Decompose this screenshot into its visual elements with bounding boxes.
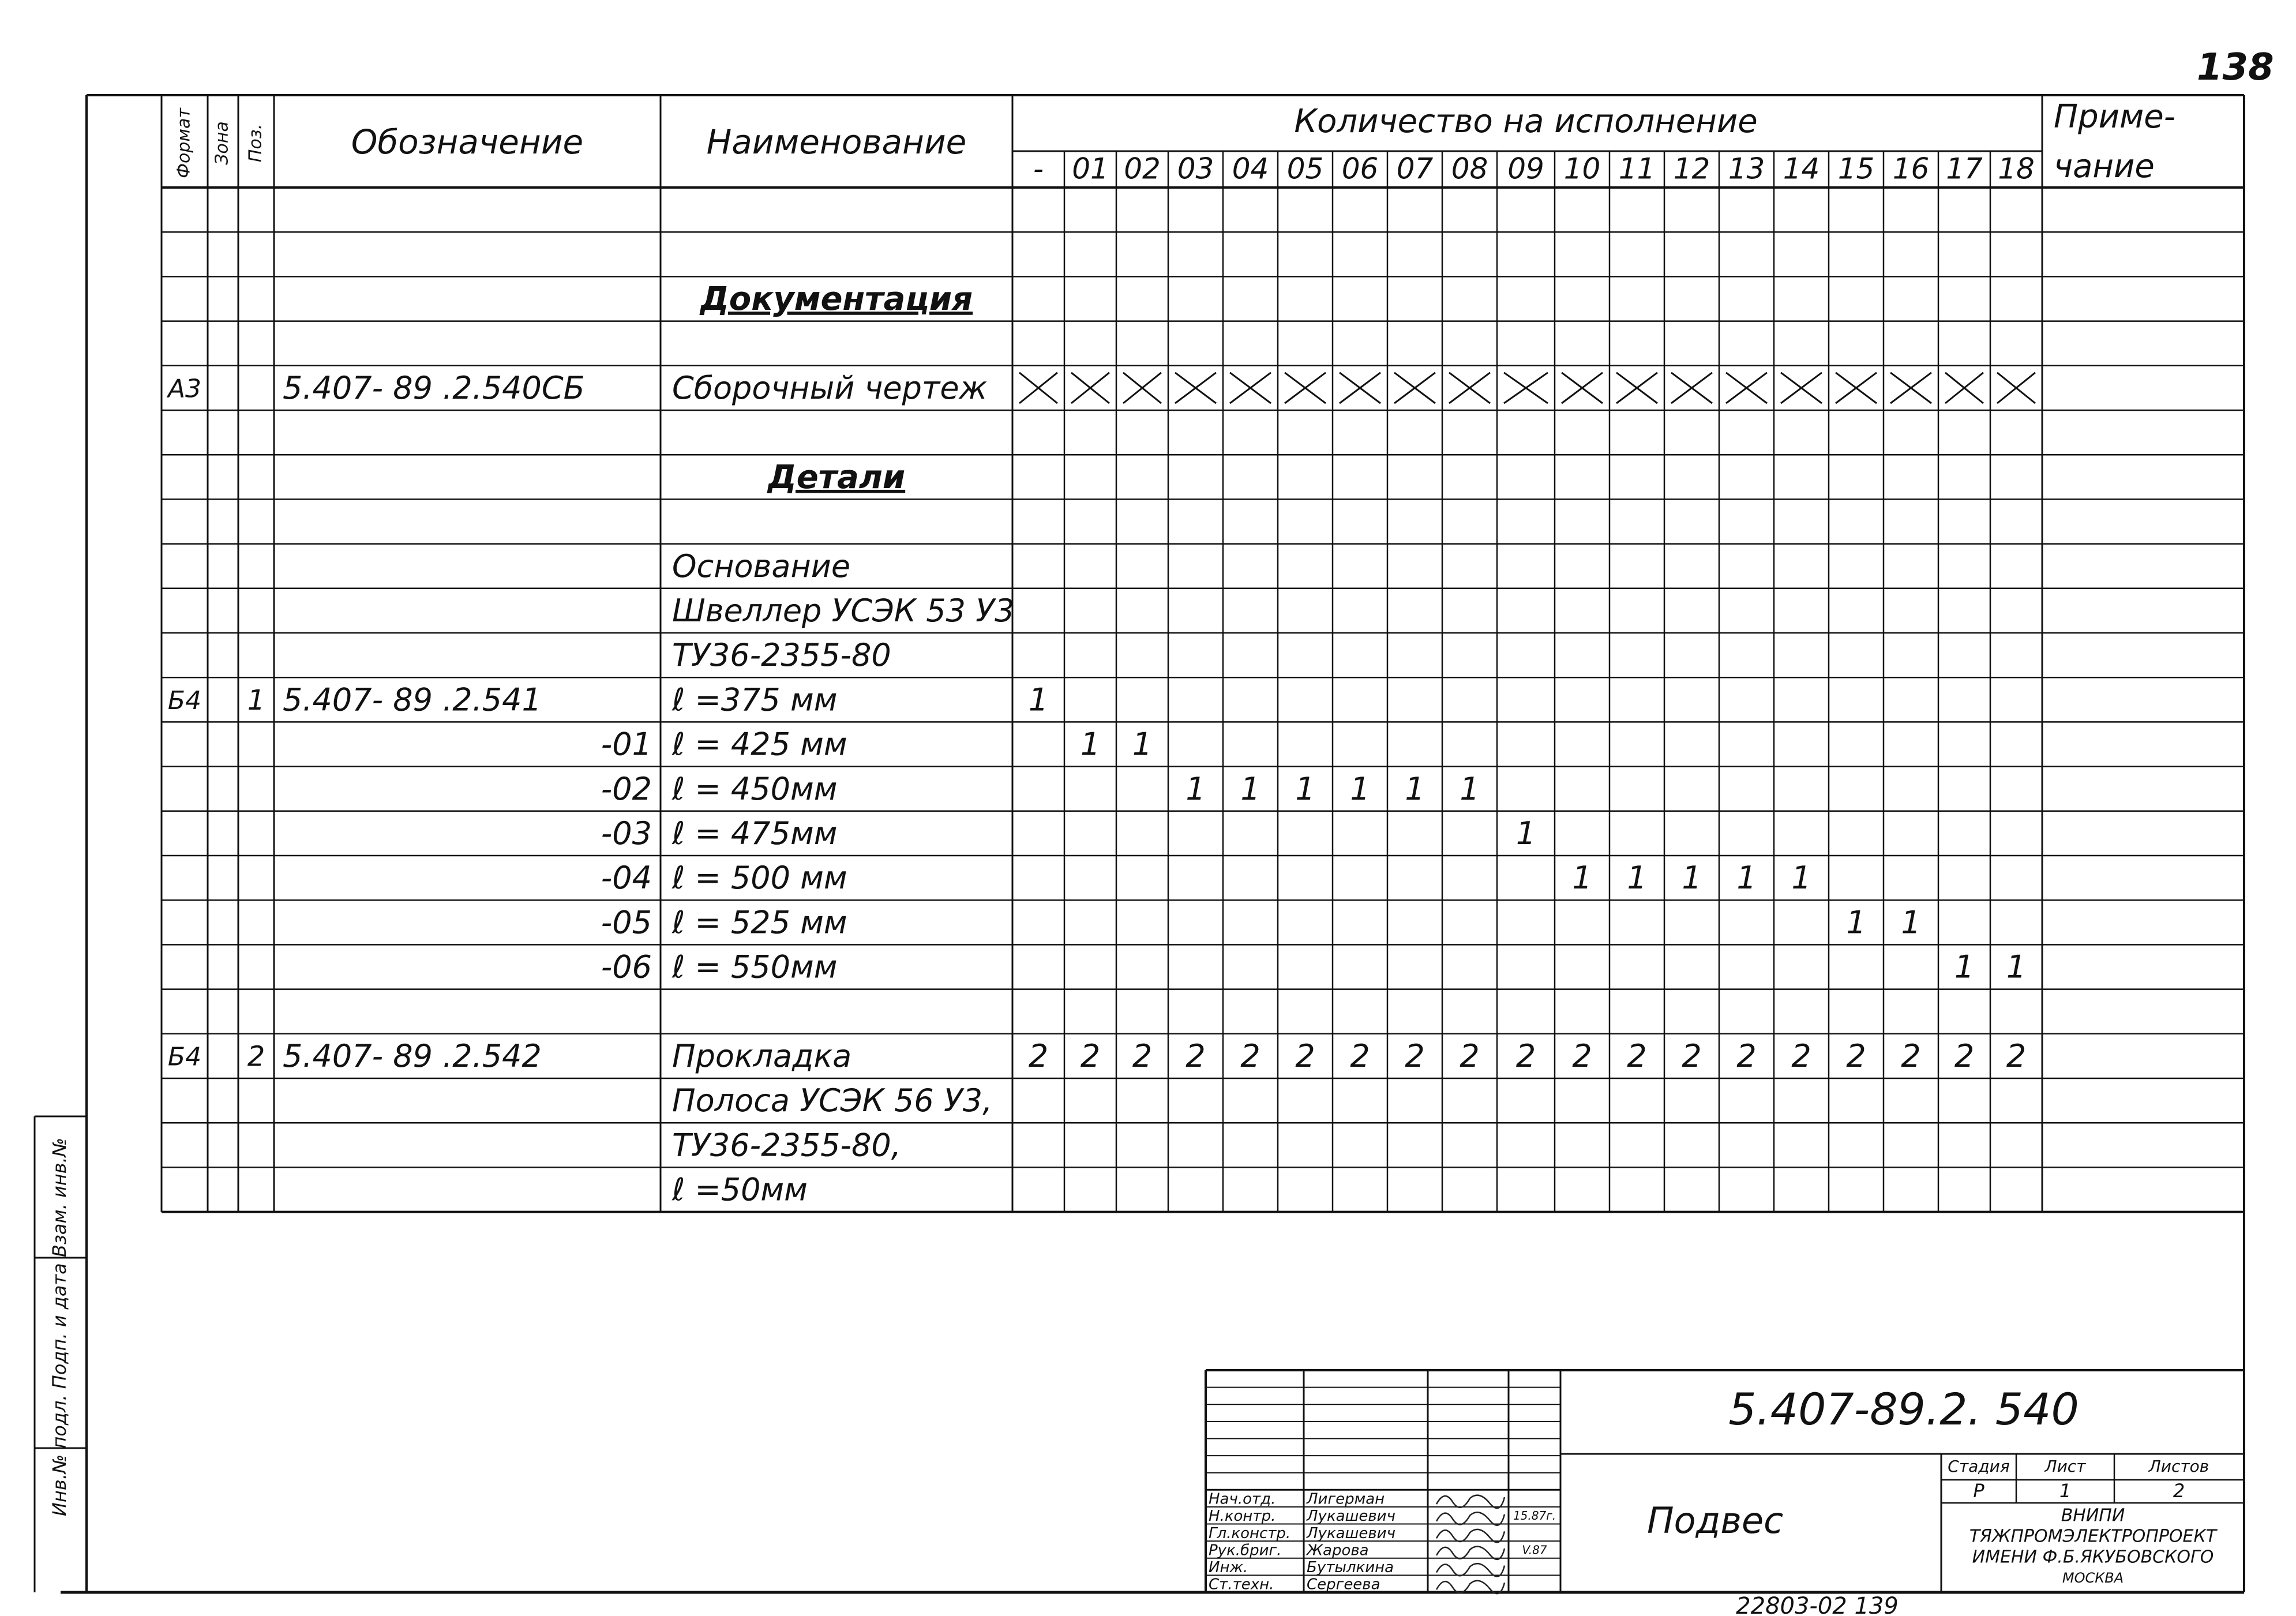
quantity-cross-mark bbox=[1997, 373, 2035, 403]
quantity-value: 2 bbox=[1350, 1038, 1370, 1075]
quantity-value: 1 bbox=[1901, 904, 1921, 941]
stage-label: Стадия bbox=[1948, 1457, 2010, 1476]
cell-designation: -05 bbox=[601, 904, 652, 941]
quantity-value: 2 bbox=[1572, 1038, 1592, 1075]
cell-name: ℓ = 500 мм bbox=[672, 860, 847, 897]
cell-name: Основание bbox=[672, 548, 851, 584]
signer-role: Нач.отд. bbox=[1209, 1490, 1276, 1508]
organization-line: МОСКВА bbox=[2062, 1570, 2124, 1586]
variant-header: 05 bbox=[1286, 152, 1324, 186]
quantity-cross-mark bbox=[1449, 373, 1490, 403]
quantity-cross-mark bbox=[1230, 373, 1271, 403]
signer-role: Н.контр. bbox=[1209, 1508, 1276, 1525]
header-designation: Обозначение bbox=[351, 122, 584, 162]
quantity-value: 2 bbox=[1185, 1038, 1206, 1075]
header-name: Наименование bbox=[706, 122, 967, 162]
variant-header: 04 bbox=[1232, 152, 1269, 186]
sheets-label: Листов bbox=[2148, 1457, 2209, 1476]
variant-header: 13 bbox=[1728, 152, 1765, 186]
sheet-value: 1 bbox=[2059, 1480, 2072, 1502]
cell-format: Б4 bbox=[167, 1042, 202, 1072]
cell-pos: 2 bbox=[247, 1040, 265, 1073]
document-title: Подвес bbox=[1647, 1499, 1784, 1542]
page-number: 138 bbox=[2197, 46, 2274, 89]
quantity-value: 1 bbox=[1185, 770, 1206, 807]
cell-name-heading: Детали bbox=[767, 458, 906, 496]
quantity-value: 2 bbox=[1791, 1038, 1811, 1075]
sheet-label: Лист bbox=[2044, 1457, 2086, 1476]
quantity-value: 2 bbox=[1295, 1038, 1315, 1075]
organization-line: ВНИПИ bbox=[2061, 1505, 2125, 1526]
quantity-cross-mark bbox=[1781, 373, 1822, 403]
header-note-1: Приме- bbox=[2054, 98, 2175, 136]
cell-name: ℓ = 550мм bbox=[672, 948, 838, 985]
quantity-value: 1 bbox=[2006, 948, 2027, 985]
variant-header: 15 bbox=[1837, 152, 1875, 186]
cell-name: ТУ36-2355-80 bbox=[672, 637, 891, 674]
cell-name: ТУ36-2355-80, bbox=[672, 1127, 901, 1164]
quantity-value: 1 bbox=[1791, 860, 1811, 897]
cell-designation: -02 bbox=[601, 770, 652, 807]
cell-name: ℓ =375 мм bbox=[672, 681, 838, 718]
variant-header: 14 bbox=[1783, 152, 1820, 186]
quantity-cross-mark bbox=[1726, 373, 1767, 403]
signer-role: Инж. bbox=[1209, 1559, 1248, 1577]
quantity-cross-mark bbox=[1019, 373, 1057, 403]
cell-designation: -06 bbox=[601, 948, 652, 985]
quantity-value: 1 bbox=[1460, 770, 1480, 807]
signer-name: Лукашевич bbox=[1307, 1508, 1395, 1525]
quantity-value: 2 bbox=[1954, 1038, 1975, 1075]
signer-name: Сергеева bbox=[1307, 1576, 1380, 1593]
quantity-cross-mark bbox=[1671, 373, 1712, 403]
variant-header: 03 bbox=[1177, 152, 1214, 186]
quantity-cross-mark bbox=[1836, 373, 1877, 403]
header-format: Формат bbox=[174, 108, 194, 178]
variant-header: 11 bbox=[1618, 152, 1656, 186]
quantity-value: 2 bbox=[1405, 1038, 1425, 1075]
variant-header: 07 bbox=[1396, 152, 1434, 186]
cell-name: ℓ =50мм bbox=[672, 1171, 808, 1208]
signer-role: Гл.констр. bbox=[1209, 1524, 1291, 1542]
cell-name: ℓ = 525 мм bbox=[672, 904, 847, 941]
variant-header: 12 bbox=[1673, 152, 1710, 186]
quantity-value: 2 bbox=[2006, 1038, 2027, 1075]
cell-pos: 1 bbox=[247, 684, 265, 717]
quantity-value: 2 bbox=[1515, 1038, 1536, 1075]
quantity-cross-mark bbox=[1123, 373, 1161, 403]
quantity-cross-mark bbox=[1945, 373, 1983, 403]
cell-name: ℓ = 475мм bbox=[672, 815, 838, 852]
quantity-value: 1 bbox=[1028, 681, 1049, 718]
quantity-cross-mark bbox=[1890, 373, 1931, 403]
quantity-value: 1 bbox=[1736, 860, 1757, 897]
cell-designation: -04 bbox=[601, 860, 652, 897]
signature-scribble bbox=[1436, 1529, 1505, 1542]
signer-name: Лигерман bbox=[1307, 1490, 1385, 1508]
cell-name-heading: Документация bbox=[700, 280, 973, 318]
quantity-value: 2 bbox=[1846, 1038, 1866, 1075]
quantity-value: 1 bbox=[1954, 948, 1975, 985]
quantity-cross-mark bbox=[1394, 373, 1435, 403]
quantity-value: 2 bbox=[1080, 1038, 1101, 1075]
cell-name: Сборочный чертеж bbox=[672, 370, 988, 407]
signer-name: Бутылкина bbox=[1307, 1559, 1394, 1577]
variant-header: 08 bbox=[1451, 152, 1488, 186]
bottom-code: 22803-02 139 bbox=[1736, 1593, 1899, 1616]
cell-designation: -01 bbox=[601, 726, 652, 763]
cell-designation: 5.407- 89 .2.541 bbox=[283, 681, 542, 718]
cell-name: Прокладка bbox=[672, 1038, 852, 1075]
variant-header: 18 bbox=[1998, 152, 2035, 186]
cell-format: А3 bbox=[167, 374, 202, 404]
quantity-cross-mark bbox=[1504, 373, 1548, 403]
quantity-value: 1 bbox=[1080, 726, 1101, 763]
quantity-cross-mark bbox=[1340, 373, 1380, 403]
quantity-cross-mark bbox=[1071, 373, 1109, 403]
side-stamp-text: Инв.№ подл. Подп. и дата Взам. инв.№ bbox=[48, 1137, 70, 1517]
signer-date: 15.87г. bbox=[1513, 1509, 1556, 1523]
stage-value: Р bbox=[1973, 1480, 1984, 1502]
signer-role: Ст.техн. bbox=[1209, 1576, 1274, 1593]
cell-name: ℓ = 425 мм bbox=[672, 726, 847, 763]
quantity-value: 2 bbox=[1901, 1038, 1921, 1075]
organization-line: ИМЕНИ Ф.Б.ЯКУБОВСКОГО bbox=[1972, 1547, 2214, 1568]
quantity-value: 1 bbox=[1682, 860, 1702, 897]
quantity-value: 1 bbox=[1515, 815, 1536, 852]
quantity-cross-mark bbox=[1175, 373, 1216, 403]
quantity-value: 2 bbox=[1132, 1038, 1153, 1075]
variant-header: 17 bbox=[1946, 152, 1983, 186]
quantity-value: 2 bbox=[1240, 1038, 1260, 1075]
variant-header: 01 bbox=[1072, 152, 1109, 186]
variant-header: 10 bbox=[1563, 152, 1601, 186]
cell-designation: 5.407- 89 .2.540СБ bbox=[283, 370, 585, 407]
cell-name: ℓ = 450мм bbox=[672, 770, 838, 807]
organization-line: ТЯЖПРОМЭЛЕКТРОПРОЕКТ bbox=[1969, 1526, 2217, 1547]
header-zone: Зона bbox=[212, 121, 232, 165]
quantity-value: 2 bbox=[1736, 1038, 1757, 1075]
quantity-value: 1 bbox=[1572, 860, 1592, 897]
cell-name: Полоса УСЭК 56 У3, bbox=[672, 1082, 993, 1119]
quantity-value: 1 bbox=[1846, 904, 1866, 941]
sheets-value: 2 bbox=[2173, 1480, 2185, 1502]
signer-name: Жарова bbox=[1307, 1542, 1369, 1559]
quantity-value: 1 bbox=[1132, 726, 1153, 763]
cell-name: Швеллер УСЭК 53 У3 bbox=[672, 593, 1015, 629]
variant-header: 09 bbox=[1507, 152, 1544, 186]
variant-header: - bbox=[1033, 152, 1044, 186]
signature-scribble bbox=[1436, 1563, 1505, 1576]
variant-header: 02 bbox=[1124, 152, 1161, 186]
quantity-value: 2 bbox=[1682, 1038, 1702, 1075]
cell-designation: -03 bbox=[601, 815, 652, 852]
quantity-value: 1 bbox=[1627, 860, 1647, 897]
quantity-value: 2 bbox=[1028, 1038, 1049, 1075]
document-number: 5.407-89.2. 540 bbox=[1728, 1383, 2079, 1435]
variant-header: 16 bbox=[1892, 152, 1930, 186]
header-note-2: чание bbox=[2054, 148, 2155, 186]
quantity-value: 2 bbox=[1460, 1038, 1480, 1075]
quantity-value: 1 bbox=[1350, 770, 1370, 807]
signer-role: Рук.бриг. bbox=[1209, 1542, 1282, 1559]
signature-scribble bbox=[1436, 1512, 1505, 1525]
quantity-value: 1 bbox=[1405, 770, 1425, 807]
signer-name: Лукашевич bbox=[1307, 1524, 1395, 1542]
quantity-value: 1 bbox=[1240, 770, 1260, 807]
cell-designation: 5.407- 89 .2.542 bbox=[283, 1038, 542, 1075]
variant-header: 06 bbox=[1341, 152, 1379, 186]
quantity-value: 1 bbox=[1295, 770, 1315, 807]
header-pos: Поз. bbox=[245, 123, 266, 163]
cell-format: Б4 bbox=[167, 685, 202, 715]
header-quantity: Количество на исполнение bbox=[1294, 103, 1758, 141]
quantity-cross-mark bbox=[1562, 373, 1603, 403]
quantity-cross-mark bbox=[1285, 373, 1326, 403]
quantity-cross-mark bbox=[1616, 373, 1657, 403]
quantity-value: 2 bbox=[1627, 1038, 1647, 1075]
signature-scribble bbox=[1436, 1495, 1505, 1508]
signature-scribble bbox=[1436, 1547, 1505, 1559]
signer-date: V.87 bbox=[1522, 1543, 1547, 1557]
